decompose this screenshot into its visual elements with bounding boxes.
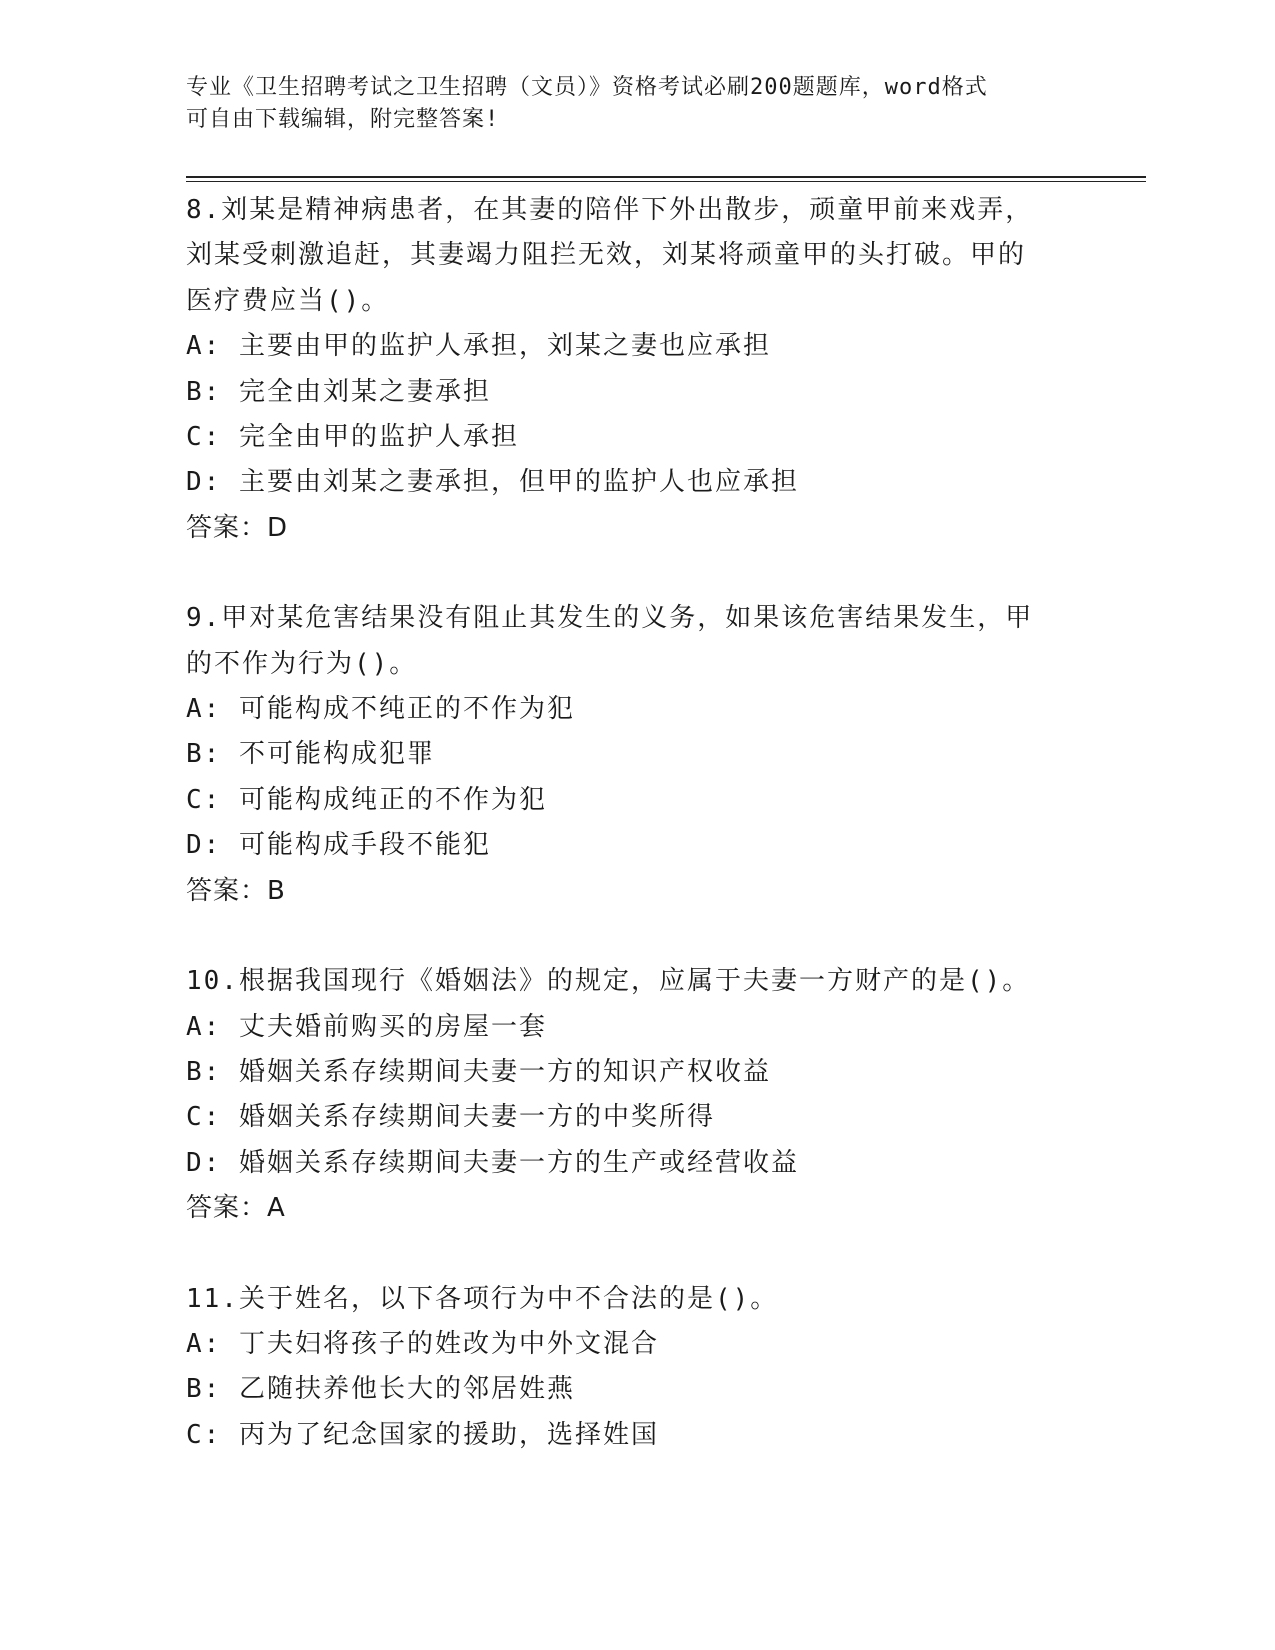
option-d: D: 主要由刘某之妻承担，但甲的监护人也应承担 bbox=[186, 467, 799, 498]
question-stem-line: 11.关于姓名，以下各项行为中不合法的是()。 bbox=[186, 1283, 779, 1314]
question-11 bbox=[186, 1277, 1086, 1459]
option-a: A: 丈夫婚前购买的房屋一套 bbox=[186, 1011, 547, 1042]
question-10 bbox=[186, 959, 1086, 1231]
spacer bbox=[186, 914, 1086, 959]
option-a: A: 主要由甲的监护人承担，刘某之妻也应承担 bbox=[186, 331, 771, 362]
document-header bbox=[186, 72, 1086, 136]
question-stem-line: 刘某受刺激追赶，其妻竭力阻拦无效，刘某将顽童甲的头打破。甲的 bbox=[186, 240, 1027, 271]
question-8 bbox=[186, 188, 1086, 551]
option-b: B: 乙随扶养他长大的邻居姓燕 bbox=[186, 1374, 575, 1405]
question-9 bbox=[186, 596, 1086, 914]
header-divider-thin bbox=[186, 181, 1146, 182]
option-b: B: 婚姻关系存续期间夫妻一方的知识产权收益 bbox=[186, 1056, 771, 1087]
question-stem-line: 8.刘某是精神病患者，在其妻的陪伴下外出散步，顽童甲前来戏弄， bbox=[186, 195, 1034, 225]
answer-label: 答案：D bbox=[186, 512, 289, 543]
answer-label: 答案：A bbox=[186, 1193, 286, 1224]
option-d: D: 可能构成手段不能犯 bbox=[186, 830, 491, 861]
header-line-2: 可自由下载编辑，附完整答案! bbox=[186, 107, 500, 132]
option-c: C: 丙为了纪念国家的援助，选择姓国 bbox=[186, 1419, 659, 1450]
question-stem-line: 10.根据我国现行《婚姻法》的规定，应属于夫妻一方财产的是()。 bbox=[186, 966, 1031, 997]
question-stem-line: 9.甲对某危害结果没有阻止其发生的义务，如果该危害结果发生，甲 bbox=[186, 603, 1034, 634]
option-c: C: 完全由甲的监护人承担 bbox=[186, 422, 519, 453]
spacer bbox=[186, 1232, 1086, 1277]
answer-label: 答案：B bbox=[186, 875, 286, 906]
option-c: C: 可能构成纯正的不作为犯 bbox=[186, 784, 547, 815]
option-b: B: 完全由刘某之妻承担 bbox=[186, 376, 491, 407]
option-c: C: 婚姻关系存续期间夫妻一方的中奖所得 bbox=[186, 1102, 715, 1133]
option-d: D: 婚姻关系存续期间夫妻一方的生产或经营收益 bbox=[186, 1147, 799, 1178]
spacer bbox=[186, 551, 1086, 596]
header-divider-thick bbox=[186, 176, 1146, 178]
option-a: A: 丁夫妇将孩子的姓改为中外文混合 bbox=[186, 1328, 659, 1359]
option-b: B: 不可能构成犯罪 bbox=[186, 739, 435, 770]
header-line-1: 专业《卫生招聘考试之卫生招聘（文员）》资格考试必刷200题题库，word格式 bbox=[186, 75, 988, 100]
option-a: A: 可能构成不纯正的不作为犯 bbox=[186, 694, 575, 725]
question-list bbox=[186, 188, 1086, 1458]
question-stem-line: 的不作为行为()。 bbox=[186, 648, 418, 679]
question-stem-line: 医疗费应当()。 bbox=[186, 285, 390, 316]
